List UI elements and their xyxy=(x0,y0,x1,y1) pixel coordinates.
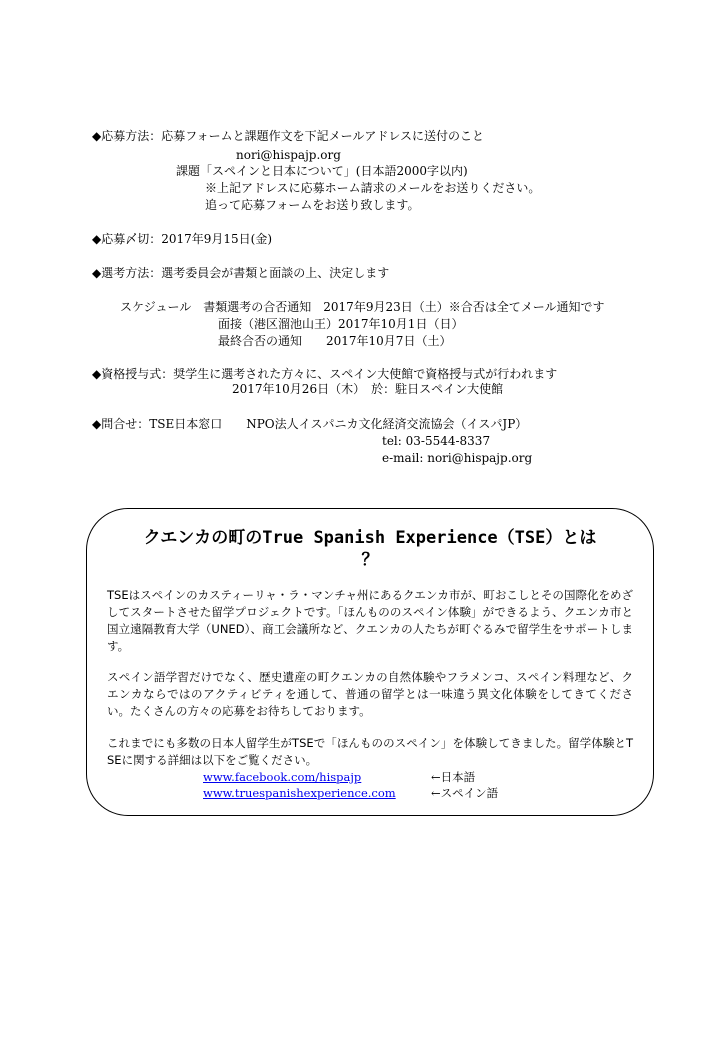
ceremony-date: 2017年10月26日（木） 於：駐日スペイン大使館 xyxy=(232,382,504,396)
schedule-row-1: スケジュール 書類選考の合否通知 2017年9月23日（土）※合否は全てメール通知です xyxy=(120,300,605,314)
tse-box-title-line-2: ？ xyxy=(361,550,379,570)
tse-website-link-note: ←スペイン語 xyxy=(431,786,499,800)
ceremony-line: ◆資格授与式：奨学生に選考された方々に、スペイン大使館で資格授与式が行われます xyxy=(92,367,558,381)
apply-note-2: 追って応募フォームをお送り致します。 xyxy=(205,198,420,212)
facebook-link[interactable]: www.facebook.com/hispajp xyxy=(203,770,362,784)
tse-paragraph-1: TSEはスペインのカスティーリャ・ラ・マンチャ州にあるクエンカ市が、町おこしとその国際化をめざしてスタートさせた留学プロジェクトです。「ほんもののスペイン体験」ができるよう、クエンカ市と国立遠隔教育大学（UNED）、商工会議所など、クエンカの人たちが町ぐるみで留学生をサポートします。 xyxy=(107,588,633,653)
tse-paragraph-2: スペイン語学習だけでなく、歴史遺産の町クエンカの自然体験やフラメンコ、スペイン料理など、クエンカならではのアクティビティを通して、普通の留学とは一味違う異文化体験をしてきてください。たくさんの方々の応募をお待ちしております。 xyxy=(107,670,633,718)
contact-tel: tel: 03-5544-8337 xyxy=(382,434,491,448)
facebook-link-note: ←日本語 xyxy=(431,770,476,784)
schedule-row-3: 最終合否の通知 2017年10月7日（土） xyxy=(218,334,452,348)
tse-website-link[interactable]: www.truespanishexperience.com xyxy=(203,786,396,800)
tse-info-box xyxy=(86,508,654,816)
contact-line: ◆問合せ：TSE日本窓口 NPO法人イスパニカ文化経済交流協会（イスパJP） xyxy=(92,417,528,431)
contact-email: e-mail: nori@hispajp.org xyxy=(382,451,533,465)
deadline-line: ◆応募〆切：2017年9月15日(金) xyxy=(92,232,273,246)
selection-line: ◆選考方法：選考委員会が書類と面談の上、決定します xyxy=(92,266,390,280)
apply-method-line: ◆応募方法：応募フォームと課題作文を下記メールアドレスに送付のこと xyxy=(92,129,485,143)
apply-email: nori@hispajp.org xyxy=(236,148,341,162)
apply-note-1: ※上記アドレスに応募ホーム請求のメールをお送りください。 xyxy=(205,181,541,195)
tse-box-title-line-1: クエンカの町のTrue Spanish Experience（TSE）とは xyxy=(143,528,597,548)
schedule-row-2: 面接（港区溜池山王）2017年10月1日（日） xyxy=(218,317,464,331)
tse-paragraph-3: これまでにも多数の日本人留学生がTSEで「ほんもののスペイン」を体験してきました。留学体験とTSEに関する詳細は以下をご覧ください。 xyxy=(107,736,633,767)
tse-box-title xyxy=(87,527,653,571)
apply-theme: 課題「スペインと日本について」(日本語2000字以内) xyxy=(176,164,468,178)
